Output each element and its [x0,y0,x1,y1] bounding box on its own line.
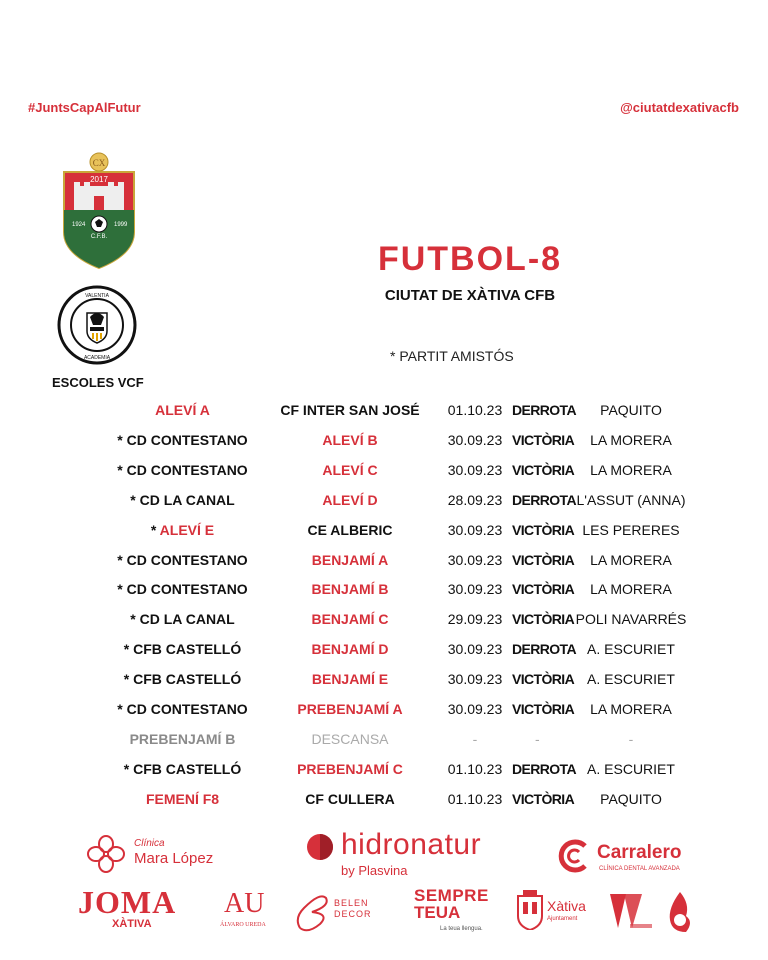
hashtag-text: #JuntsCapAlFutur [28,100,141,115]
match-row [0,456,768,486]
away-team: CF CULLERA [305,790,395,807]
sempre-line-2: TEUA [414,903,461,922]
home-team-name: ALEVÍ E [159,521,215,538]
match-row [0,426,768,456]
away-team: BENJAMÍ A [311,551,389,568]
home-team: FEMENÍ F8 [145,790,220,807]
match-row [0,725,768,755]
match-row [0,486,768,516]
clinica-name: Mara López [134,850,214,867]
match-date: 29.09.23 [447,611,503,628]
match-result: VICTÒRIA [512,521,575,538]
away-team: DESCANSA [311,730,389,747]
away-team: BENJAMÍ B [311,581,389,598]
match-date: 28.09.23 [447,491,503,508]
drop-icon [305,832,335,862]
ajuntament-shield-icon [515,890,545,930]
carralero-subtitle: CLÍNICA DENTAL AVANZADA [599,866,680,872]
away-team: BENJAMÍ D [311,641,389,658]
match-date: 30.09.23 [447,551,503,568]
vcf-academy-badge [57,285,137,365]
svg-text:ACADEMIA: ACADEMIA [83,355,111,361]
match-date: 30.09.23 [447,521,503,538]
joma-subtitle: XÀTIVA [112,918,152,930]
away-team: ALEVÍ C [322,461,378,478]
sponsor-belen-decor [290,888,390,934]
home-team [90,522,275,538]
torch-emblem-logo [664,888,696,936]
match-date: 30.09.23 [447,701,503,717]
match-result: VICTÒRIA [512,701,575,717]
match-row [0,516,768,546]
match-row [0,695,768,725]
match-venue: L'ASSUT (ANNA) [576,491,686,508]
match-venue: - [628,730,634,747]
match-date: 30.09.23 [447,641,503,658]
sponsor-alvaro-ureda [220,888,280,934]
belen-b-icon [290,888,340,934]
match-venue: LA MORERA [590,551,672,568]
hidronatur-by: by Plasvina [341,863,408,878]
clinica-label: Clínica [134,838,165,849]
away-team: CF INTER SAN JOSÉ [280,402,420,418]
home-team: PREBENJAMÍ B [129,730,236,747]
belen-line-2: DECOR [334,909,372,919]
match-result: VICTÒRIA [512,671,575,688]
match-result: VICTÒRIA [512,790,575,807]
home-team: * CD CONTESTANO [117,551,248,568]
match-result: VICTÒRIA [512,551,575,568]
match-venue: PAQUITO [600,790,662,807]
match-venue: LA MORERA [590,581,672,598]
match-row [0,635,768,665]
away-team: CE ALBERIC [307,521,393,538]
home-team: * CFB CASTELLÓ [123,760,242,777]
svg-text:1999: 1999 [114,222,128,228]
match-result: DERROTA [512,491,576,508]
page-title: FUTBOL-8 [377,240,563,278]
xativa-name: Xàtiva [547,898,586,914]
au-subtitle: ÁLVARO UREDA [220,922,266,928]
home-team: * CD CONTESTANO [117,461,248,478]
match-row [0,785,768,815]
match-row [0,605,768,635]
match-date: 30.09.23 [447,431,503,448]
sponsor-carralero [553,836,703,880]
match-venue: A. ESCURIET [587,760,675,777]
match-result: VICTÒRIA [512,431,575,448]
away-team: BENJAMÍ C [311,611,389,628]
match-venue: A. ESCURIET [587,671,675,688]
svg-text:1924: 1924 [72,222,86,228]
carralero-name: Carralero [597,842,682,863]
page-subtitle: CIUTAT DE XÀTIVA CFB [384,287,556,304]
crest-year: 2017 [90,175,108,184]
match-result: DERROTA [512,760,576,777]
sponsor-joma [78,884,198,934]
match-result: DERROTA [512,641,576,658]
match-result: VICTÒRIA [512,581,575,598]
svg-text:VALENTIA: VALENTIA [85,293,109,299]
away-team: ALEVÍ D [322,491,378,508]
sponsor-hidronatur [305,830,505,880]
sempre-subtitle: La teua llengua. [440,926,483,932]
match-date: 01.10.23 [447,790,503,807]
match-venue: A. ESCURIET [587,641,675,658]
home-team: * CFB CASTELLÓ [123,671,242,688]
match-result: VICTÒRIA [512,461,575,478]
friendly-match-note: * PARTIT AMISTÓS [390,348,514,364]
match-date: 01.10.23 [447,402,503,418]
sponsor-clinica-mara-lopez [86,834,236,874]
match-result: - [535,730,540,747]
flower-icon [86,834,126,874]
home-team: * CD CONTESTANO [117,581,248,598]
svg-text:CX: CX [92,158,106,168]
match-result: DERROTA [512,402,576,418]
svg-text:C.F.B.: C.F.B. [90,234,108,240]
ffcv-federation-logo [606,888,656,936]
match-result: VICTÒRIA [512,611,575,628]
match-venue: LA MORERA [590,701,672,717]
belen-line-1: BELEN [334,898,369,908]
away-team: PREBENJAMÍ C [297,760,403,777]
sponsor-ajuntament-xativa [515,890,595,934]
match-date: 30.09.23 [447,461,503,478]
match-row [0,396,768,426]
match-venue: POLI NAVARRÉS [575,611,687,628]
hidronatur-name: hidronatur [341,828,482,861]
sponsor-sempre-teua [414,886,494,938]
home-team: * CFB CASTELLÓ [123,641,242,658]
home-team: * CD CONTESTANO [117,431,248,448]
match-date: 01.10.23 [447,760,503,777]
joma-name: JOMA [78,884,177,920]
friendly-marker: * [150,521,160,538]
carralero-c-icon [553,836,593,876]
home-team: * CD LA CANAL [130,491,235,508]
match-date: - [472,730,478,747]
match-date: 30.09.23 [447,671,503,688]
sempre-line-1: SEMPRE [414,886,489,905]
match-venue: LES PERERES [582,521,680,538]
away-team: BENJAMÍ E [311,671,389,688]
home-team: ALEVÍ A [155,402,210,418]
match-row [0,665,768,695]
xativa-subtitle: Ajuntament [547,916,578,922]
match-venue: LA MORERA [590,461,672,478]
match-venue: PAQUITO [600,402,662,418]
au-logo-text: AU [224,888,265,919]
match-row [0,575,768,605]
escoles-vcf-label: ESCOLES VCF [52,375,144,390]
away-team: PREBENJAMÍ A [297,701,403,717]
home-team: * CD LA CANAL [130,611,235,628]
away-team: ALEVÍ B [322,431,378,448]
match-venue: LA MORERA [590,431,672,448]
match-row [0,546,768,576]
social-handle: @ciutatdexativacfb [620,100,739,115]
match-row [0,755,768,785]
match-date: 30.09.23 [447,581,503,598]
home-team: * CD CONTESTANO [117,701,248,717]
club-crest-logo [60,152,138,270]
